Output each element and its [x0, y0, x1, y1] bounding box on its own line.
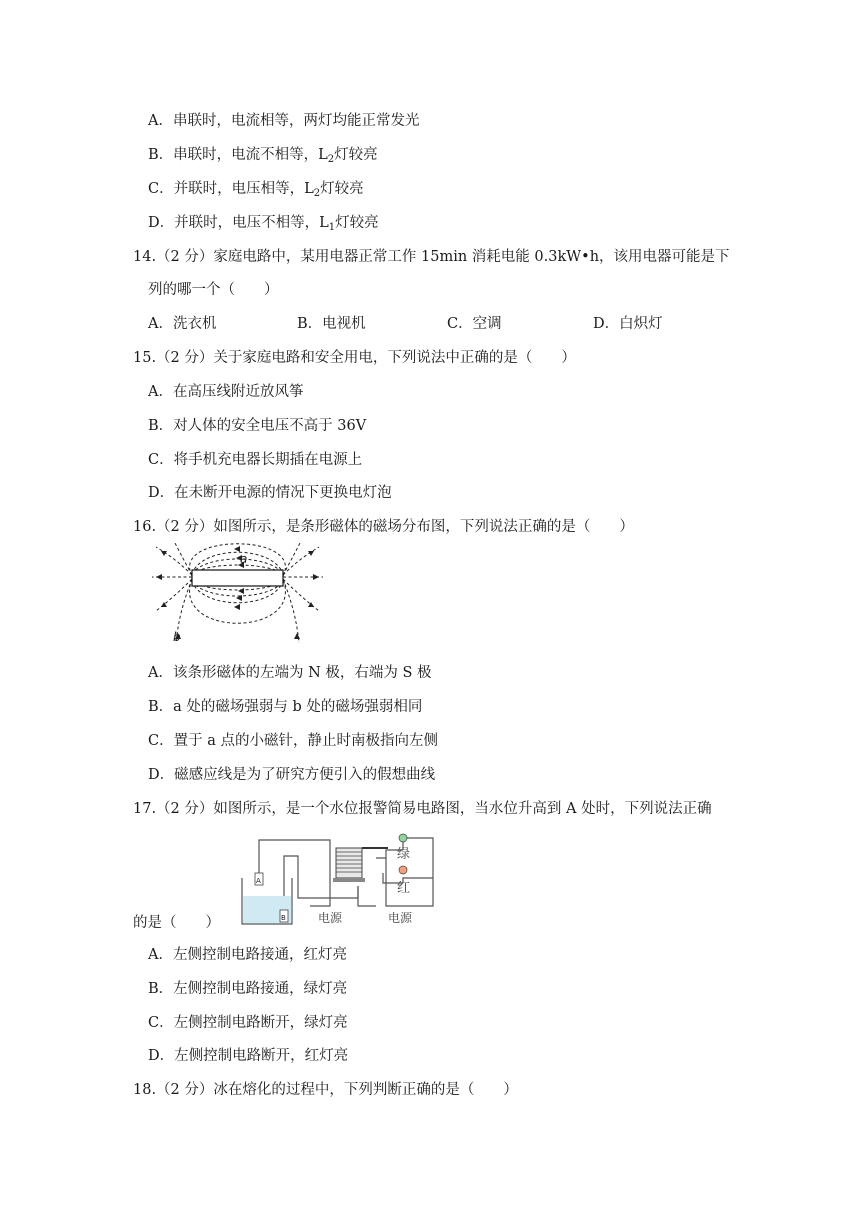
q15-option-d: D．在未断开电源的情况下更换电灯泡	[148, 485, 392, 501]
q16-option-d: D．磁感应线是为了研究方便引入的假想曲线	[148, 767, 436, 783]
q15-option-c: C．将手机充电器长期插在电源上	[148, 452, 363, 468]
q14-option-c: C．空调	[447, 316, 502, 332]
q14-option-a: A．洗衣机	[148, 316, 217, 332]
magnet-field-figure	[150, 543, 325, 653]
q16-option-b: B．a 处的磁场强弱与 b 处的磁场强弱相同	[148, 699, 423, 715]
label-b: b	[173, 630, 181, 644]
q17-option-b: B．左侧控制电路接通，绿灯亮	[148, 981, 348, 997]
q15-stem: 15.（2 分）关于家庭电路和安全用电，下列说法中正确的是（ ）	[133, 350, 576, 366]
q14-stem-line2: 列的哪一个（ ）	[148, 282, 279, 298]
q16-option-a: A．该条形磁体的左端为 N 极，右端为 S 极	[148, 665, 432, 681]
label-source-1: 电源	[318, 911, 343, 925]
q14-option-d: D．白炽灯	[593, 316, 663, 332]
q13-option-b: B．串联时，电流不相等，$L_2$灯较亮	[148, 147, 378, 165]
q17-option-d: D．左侧控制电路断开，红灯亮	[148, 1048, 349, 1064]
q17-option-a: A．左侧控制电路接通，红灯亮	[148, 947, 347, 963]
q18-stem: 18.（2 分）冰在熔化的过程中，下列判断正确的是（ ）	[133, 1082, 518, 1098]
q17-stem-line1: 17.（2 分）如图所示，是一个水位报警简易电路图，当水位升高到 A 处时，下列说法正确	[133, 801, 712, 817]
label-electrode-b: B	[281, 914, 286, 922]
label-source-2: 电源	[388, 911, 413, 925]
q17-stem-line2: 的是（ ）	[133, 915, 220, 931]
q15-option-b: B．对人体的安全电压不高于 36V	[148, 418, 367, 434]
water-alarm-circuit-figure	[238, 828, 438, 928]
q16-option-c: C．置于 a 点的小磁针，静止时南极指向左侧	[148, 733, 438, 749]
q14-option-b: B．电视机	[297, 316, 366, 332]
label-green: 绿	[397, 847, 411, 862]
q14-stem-line1: 14.（2 分）家庭电路中，某用电器正常工作 15min 消耗电能 0.3kW•h，该用电器可能是下	[133, 249, 730, 265]
q14-options	[0, 314, 860, 334]
q16-stem: 16.（2 分）如图所示，是条形磁体的磁场分布图，下列说法正确的是（ ）	[133, 519, 634, 535]
q17-option-c: C．左侧控制电路断开，绿灯亮	[148, 1015, 348, 1031]
q13-option-c: C．并联时，电压相等，$L_2$灯较亮	[148, 181, 364, 199]
label-red: 红	[397, 881, 411, 896]
q15-option-a: A．在高压线附近放风筝	[148, 384, 304, 400]
label-a: a	[240, 552, 248, 566]
label-electrode-a: A	[256, 877, 261, 885]
q13-option-a: A．串联时，电流相等，两灯均能正常发光	[148, 113, 420, 129]
q13-option-d: D．并联时，电压不相等，$L_1$灯较亮	[148, 215, 379, 233]
